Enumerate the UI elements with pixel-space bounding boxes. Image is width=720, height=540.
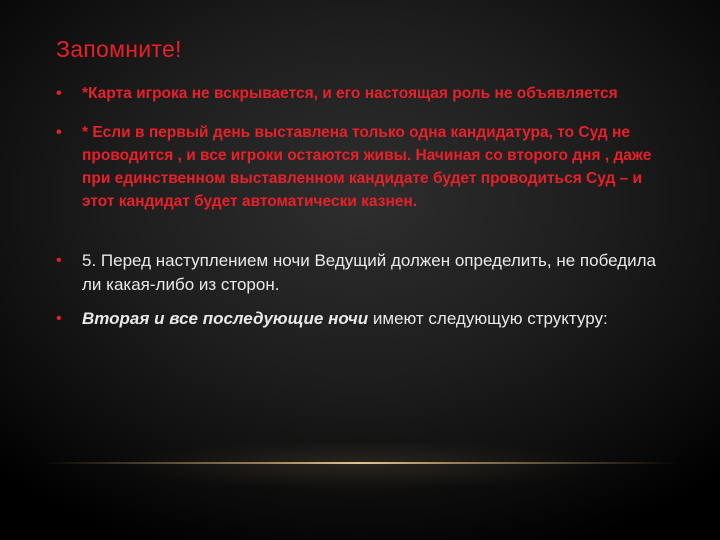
- bullet-item: [56, 121, 676, 213]
- bullet-icon: •: [56, 124, 62, 141]
- bullet-emphasis-text: Вторая и все последующие ночи: [82, 309, 369, 328]
- bullet-item: [56, 307, 676, 331]
- bullet-text: *Карта игрока не вскрывается, и его настоящая роль не объявляется: [82, 85, 618, 102]
- bullet-item: [56, 249, 676, 297]
- decorative-glow-halo: [120, 440, 600, 490]
- bullet-icon: •: [56, 252, 62, 269]
- bullet-icon: •: [56, 310, 62, 327]
- bullet-list: [56, 82, 676, 331]
- bullet-text: * Если в первый день выставлена только одна кандидатура, то Суд не проводится , и все игроки остаются живы. Начиная со второго дня , даже при единственном выставленном кандидате будет проводиться Суд – и этот кандидат будет автоматически казнен.: [82, 124, 652, 210]
- slide-title: Запомните!: [56, 36, 182, 62]
- bullet-icon: •: [56, 85, 62, 102]
- bullet-text: 5. Перед наступлением ночи Ведущий должен определить, не победила ли какая-либо из сторон.: [82, 251, 656, 294]
- bullet-text: имеют следующую структуру:: [368, 309, 608, 328]
- decorative-glow-line: [40, 462, 680, 464]
- bullet-item: [56, 82, 676, 105]
